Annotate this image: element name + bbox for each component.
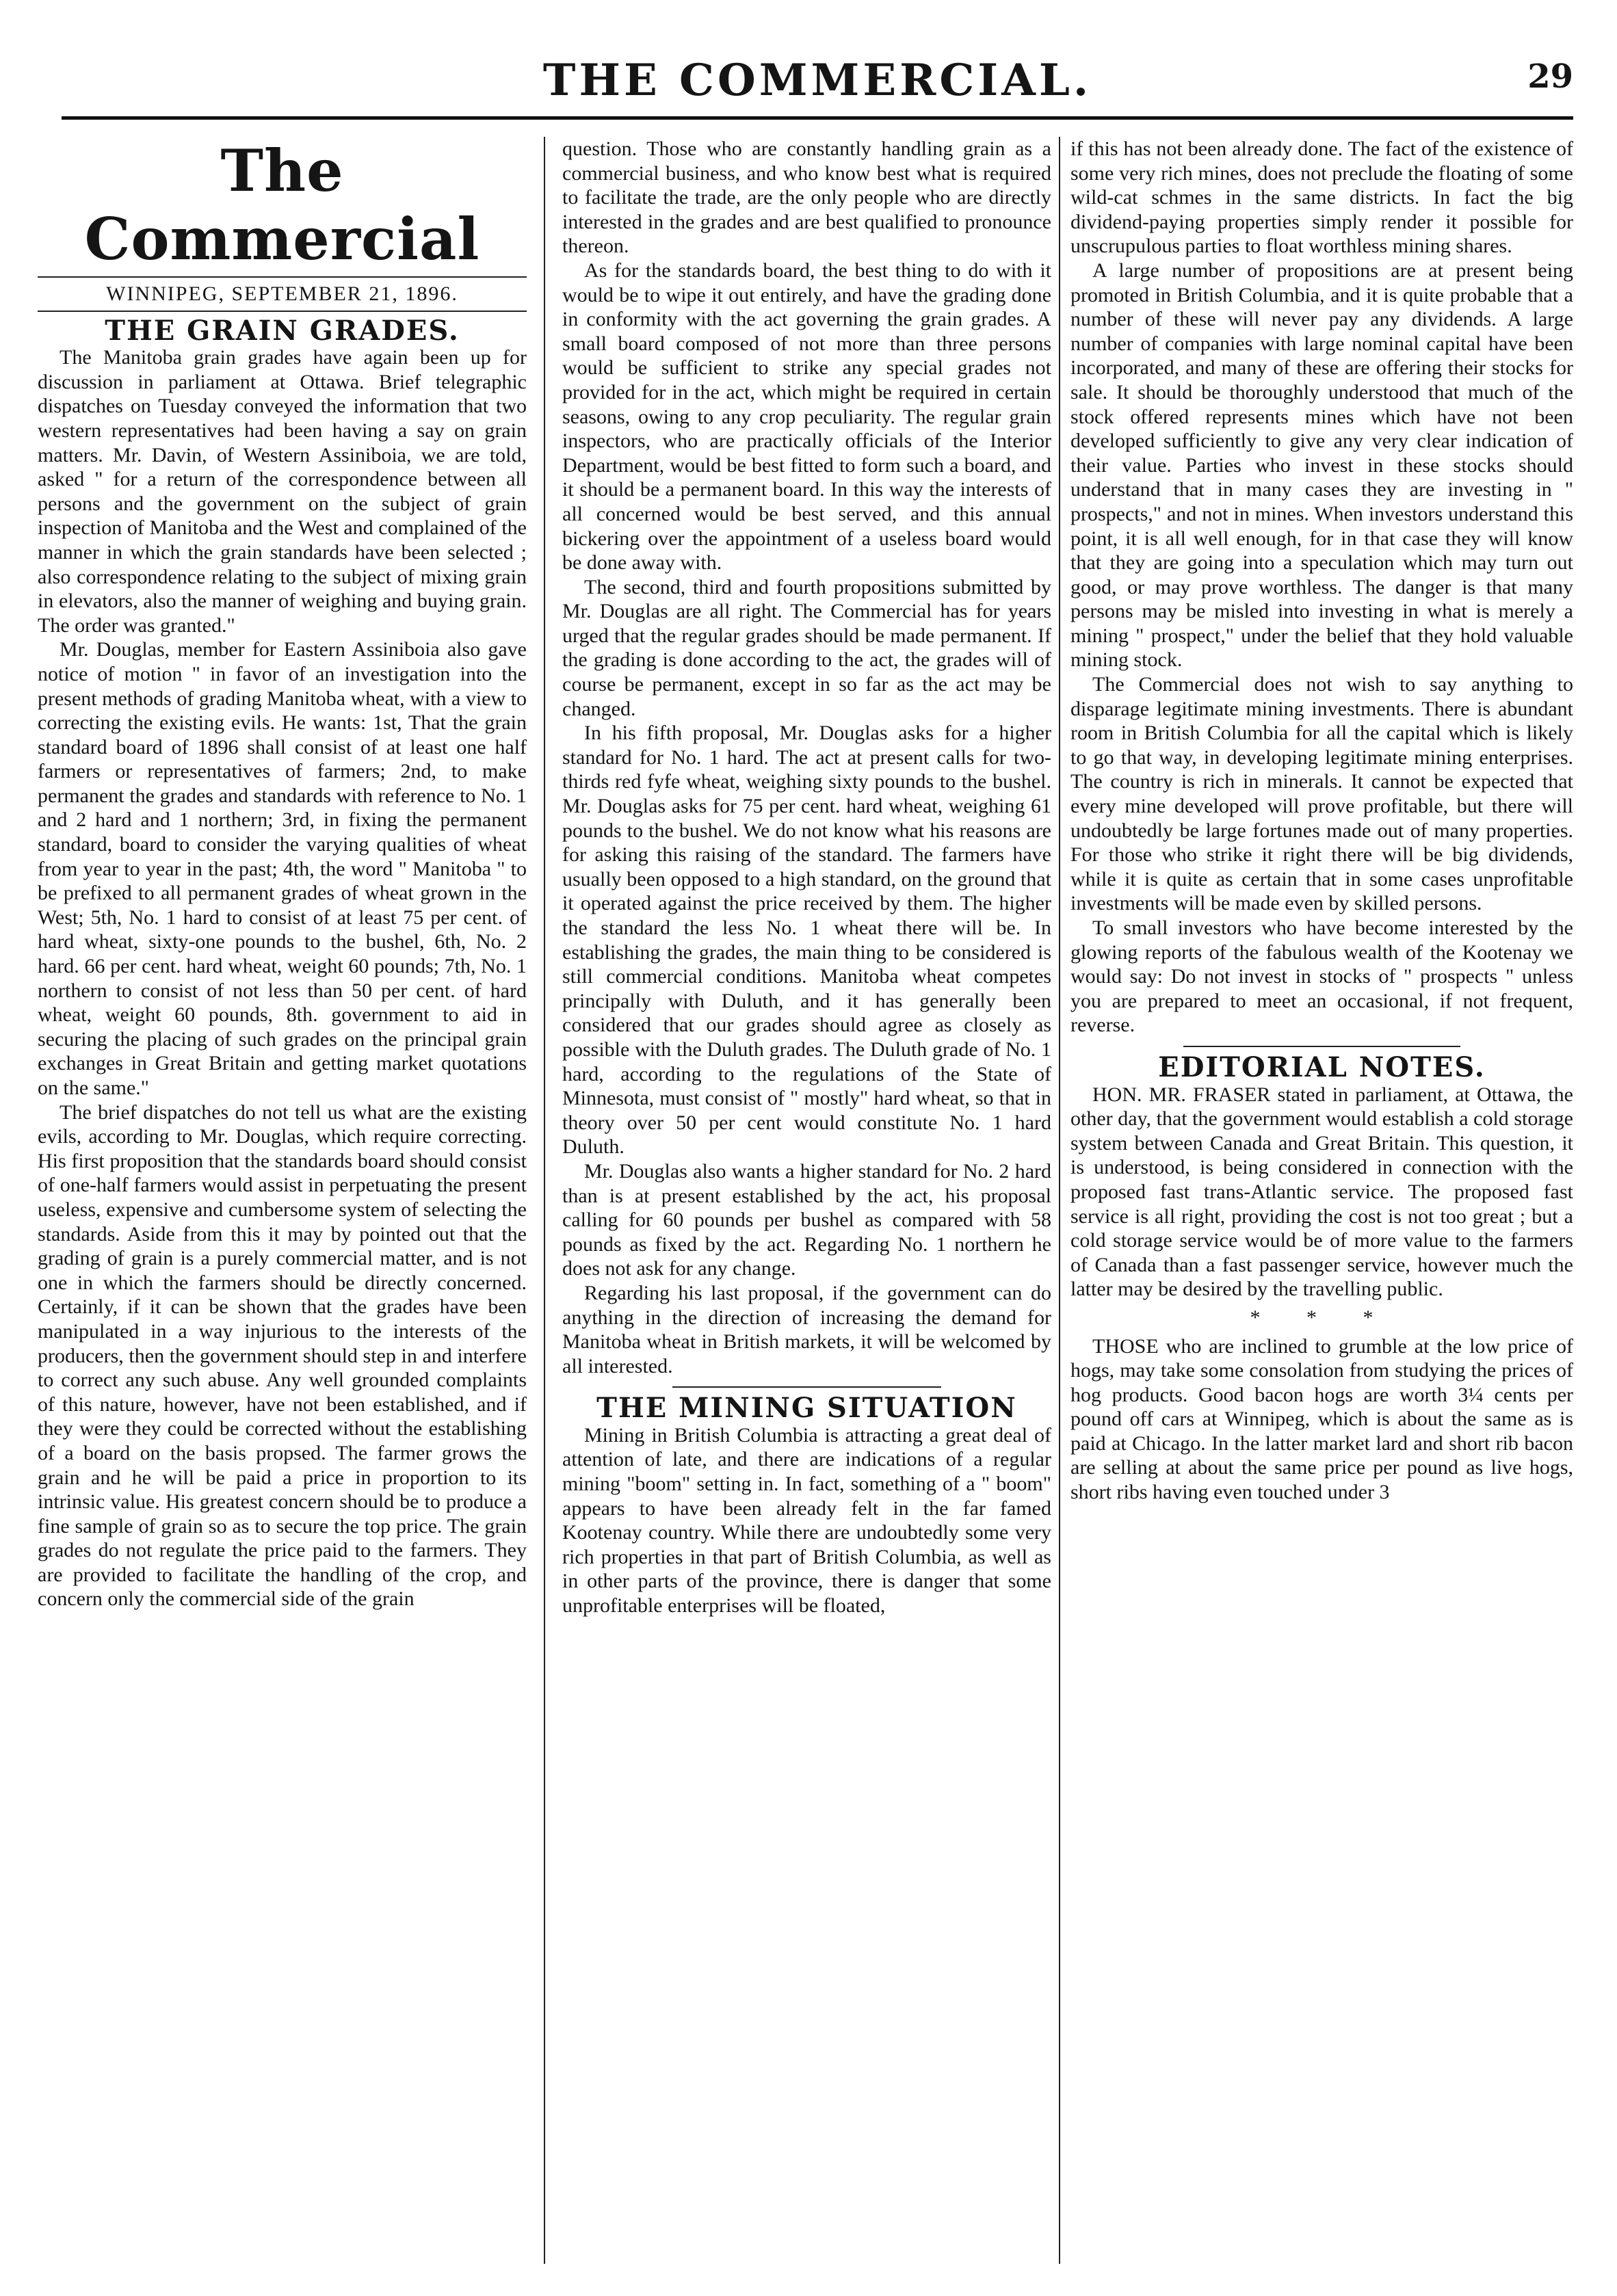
- article-paragraph: The second, third and fourth propositions submitted by Mr. Douglas are all right. The Commercial has for years urged that the regular grades should be made permanent. If the grading is done according to the act, the grades will of course be permanent, except in so far as the act may be changed.: [562, 575, 1051, 720]
- article-paragraph: As for the standards board, the best thing to do with it would be to wipe it out entirely, and have the grading done in conformity with the act governing the grain grades. A small board composed of not more than three persons would be sufficient to strike any special grades not provided for in the act, which might be required in certain seasons, owing to any crop peculiarity. The regular grain inspectors, who are practically officials of the Interior Department, would be best fitted to form such a board, and it should be a permanent board. In this way the interests of all concerned would be best served, and this annual bickering over the appointment of a useless board would be done away with.: [562, 259, 1051, 575]
- article-paragraph: Regarding his last proposal, if the government can do anything in the direction of increasing the demand for Manitoba wheat in British markets, it will be welcomed by all interested.: [562, 1281, 1051, 1377]
- article-paragraph: To small investors who have become interested by the glowing reports of the fabulous wealth of the Kootenay we would say: Do not invest in stocks of " prospects " unless you are prepared to meet an occasional, if not frequent, reverse.: [1070, 916, 1573, 1037]
- article-paragraph: if this has not been already done. The fact of the existence of some very rich mines, does not preclude the floating of some wild-cat schmes in the same districts. In fact the big dividend-paying properties simply render it possible for unscrupulous parties to float worthless mining shares.: [1070, 137, 1573, 258]
- article-paragraph: The Commercial does not wish to say anything to disparage legitimate mining investments. There is abundant room in British Columbia for all the capital which is likely to go that way, in developing legitimate mining enterprises. The country is rich in minerals. It cannot be expected that every mine developed will prove profitable, but there will undoubtedly be large fortunes made out of many properties. For those who strike it right there will be big dividends, while it is quite as certain that in some cases unprofitable investments will be made even by skilled persons.: [1070, 673, 1573, 915]
- article-paragraph: question. Those who are constantly handling grain as a commercial business, and who know best what is required to facilitate the trade, are the only people who are directly interested in the grades and are best qualified to pronounce thereon.: [562, 137, 1051, 258]
- editorial-notes-title: EDITORIAL NOTES.: [1158, 1051, 1486, 1083]
- header-rule: [62, 116, 1573, 120]
- article-paragraph: HON. MR. FRASER stated in parliament, at Ottawa, the other day, that the government would establish a cold storage system between Canada and Great Britain. This question, it is understood, is being considered in connection with the proposed fast trans-Atlantic service. The proposed fast service is all right, providing the cost is not too great ; but a cold storage service would be of more value to the farmers of Canada than a fast passenger service, however much the latter may be desired by the travelling public.: [1070, 1083, 1573, 1301]
- section-divider: [672, 1386, 941, 1388]
- article-paragraph: Mr. Douglas also wants a higher standard for No. 2 hard than is at present established by the act, his proposal calling for 60 pounds per bushel as compared with 58 pounds as fixed by the act. Regarding No. 1 northern he does not ask for any change.: [562, 1159, 1051, 1280]
- column-divider: [544, 137, 545, 2264]
- page-header: [62, 48, 1573, 130]
- page-number: 29: [1527, 57, 1573, 96]
- masthead: The Commercial: [84, 137, 480, 273]
- article-paragraph: Mining in British Columbia is attracting a great deal of attention of late, and there are indications of a regular mining "boom" setting in. In fact, something of a " boom" appears to have been already felt in the far famed Kootenay country. While there are undoubtedly some very rich properties in that part of British Columbia, as well as in other parts of the province, there is danger that some unprofitable enterprises will be floated,: [562, 1423, 1051, 1618]
- article-paragraph: Mr. Douglas, member for Eastern Assiniboia also gave notice of motion " in favor of an investigation into the present methods of grading Manitoba wheat, with a view to correcting the existing evils. He wants: 1st, That the grain standard board of 1896 shall consist of at least one half farmers or representatives of farmers; 2nd, to make permanent the grades and standards with reference to No. 1 and 2 hard and 1 northern; 3rd, in fixing the permanent standard, board to consider the varying qualities of wheat from year to year in the past; 4th, the word " Manitoba " to be prefixed to all permanent grades of wheat grown in the West; 5th, No. 1 hard to consist of at least 75 per cent. of hard wheat, sixty-one pounds to the bushel, 6th, No. 2 hard. 66 per cent. hard wheat, weight 60 pounds; 7th, No. 1 northern to consist of not less than 50 per cent. of hard wheat, weight 60 pounds, 8th. government to aid in securing the placing of such grades on the principal grain exchanges in Great Britain and getting market quotations on the same.": [38, 638, 527, 1099]
- article-paragraph: THOSE who are inclined to grumble at the low price of hogs, may take some consolation from studying the prices of hog products. Good bacon hogs are worth 3¼ cents per pound off cars at Winnipeg, which is about the same as is paid at Chicago. In the latter market lard and short rib bacon are selling at about the same price per pound as live hogs, short ribs having even touched under 3: [1070, 1334, 1573, 1504]
- mining-situation-title: THE MINING SITUATION: [596, 1392, 1017, 1425]
- article-paragraph: In his fifth proposal, Mr. Douglas asks for a higher standard for No. 1 hard. The act at present calls for two-thirds red fyfe wheat, weighing sixty pounds to the bushel. Mr. Douglas asks for 75 per cent. hard wheat, weighing 61 pounds to the bushel. We do not know what his reasons are for asking this raising of the standard. The farmers have usually been opposed to a high standard, on the ground that it operated against the price received by them. The higher the standard the less No. 1 wheat there will be. In establishing the grades, the main thing to be considered is still commercial conditions. Manitoba wheat competes principally with Duluth, and it has generally been considered that our grades should agree as closely as possible with the Duluth grades. The Duluth grade of No. 1 hard, according to the regulations of the State of Minnesota, must consist of " mostly" hard wheat, so that in theory over 50 per cent would constitute No. 1 hard Duluth.: [562, 722, 1051, 1159]
- asterisk-separator: * * *: [1250, 1306, 1394, 1329]
- grain-grades-title: THE GRAIN GRADES.: [105, 314, 460, 347]
- column-divider: [1059, 137, 1060, 2264]
- column-3: [1070, 137, 1573, 2264]
- column-2: [562, 137, 1051, 2264]
- article-paragraph: The brief dispatches do not tell us what are the existing evils, according to Mr. Douglas, which require correcting. His first proposition that the standards board should consist of one-half farmers would assist in perpetuating the present useless, expensive and cumbersome system of selecting the standards. Aside from this it may by pointed out that the grading of grain is a purely commercial matter, and is not one in which the farmers should be directly concerned. Certainly, if it can be shown that the grades have been manipulated in a way injurious to the interests of the producers, then the government should step in and interfere to correct any such abuse. Any well grounded complaints of this nature, however, have not been established, and if they were they could be corrected without the establishing of a board on the basis propsed. The farmer grows the grain and he will be paid a price in proportion to its intrinsic value. His greatest concern should be to produce a fine sample of grain so as to secure the top price. The grain grades do not regulate the price paid to the farmers. They are provided to facilitate the handling of the crop, and concern only the commercial side of the grain: [38, 1100, 527, 1611]
- running-title: THE COMMERCIAL.: [542, 55, 1092, 106]
- section-divider: [1183, 1046, 1460, 1047]
- article-paragraph: A large number of propositions are at present being promoted in British Columbia, and it is quite probable that a number of these will never pay any dividends. A large number of companies with large nominal capital have been incorporated, and many of these are offering their stocks for sale. It should be thoroughly understood that much of the stock offered represents mines which have not been developed sufficiently to give any very clear indication of their value. Parties who invest in these stocks should understand that in many cases they are investing in " prospects," and not in mines. When investors understand this point, it is all well enough, for in that case they will know that they are going into a speculation which may turn out good, or may prove worthless. The danger is that many persons may be misled into investing in what is merely a mining " prospect," under the belief that they hold valuable mining stock.: [1070, 259, 1573, 672]
- dateline: WINNIPEG, SEPTEMBER 21, 1896.: [38, 276, 527, 312]
- article-paragraph: The Manitoba grain grades have again been up for discussion in parliament at Ottawa. Brief telegraphic dispatches on Tuesday conveyed the information that two western representatives had been having a say on grain matters. Mr. Davin, of Western Assiniboia, we are told, asked " for a return of the correspondence between all persons and the government on the subject of grain inspection of Manitoba and the West and complained of the manner in which the grain standards have been selected ; also correspondence relating to the subject of mixing grain in elevators, also the manner of weighing and buying grain. The order was granted.": [38, 346, 527, 637]
- column-1: [38, 137, 527, 2264]
